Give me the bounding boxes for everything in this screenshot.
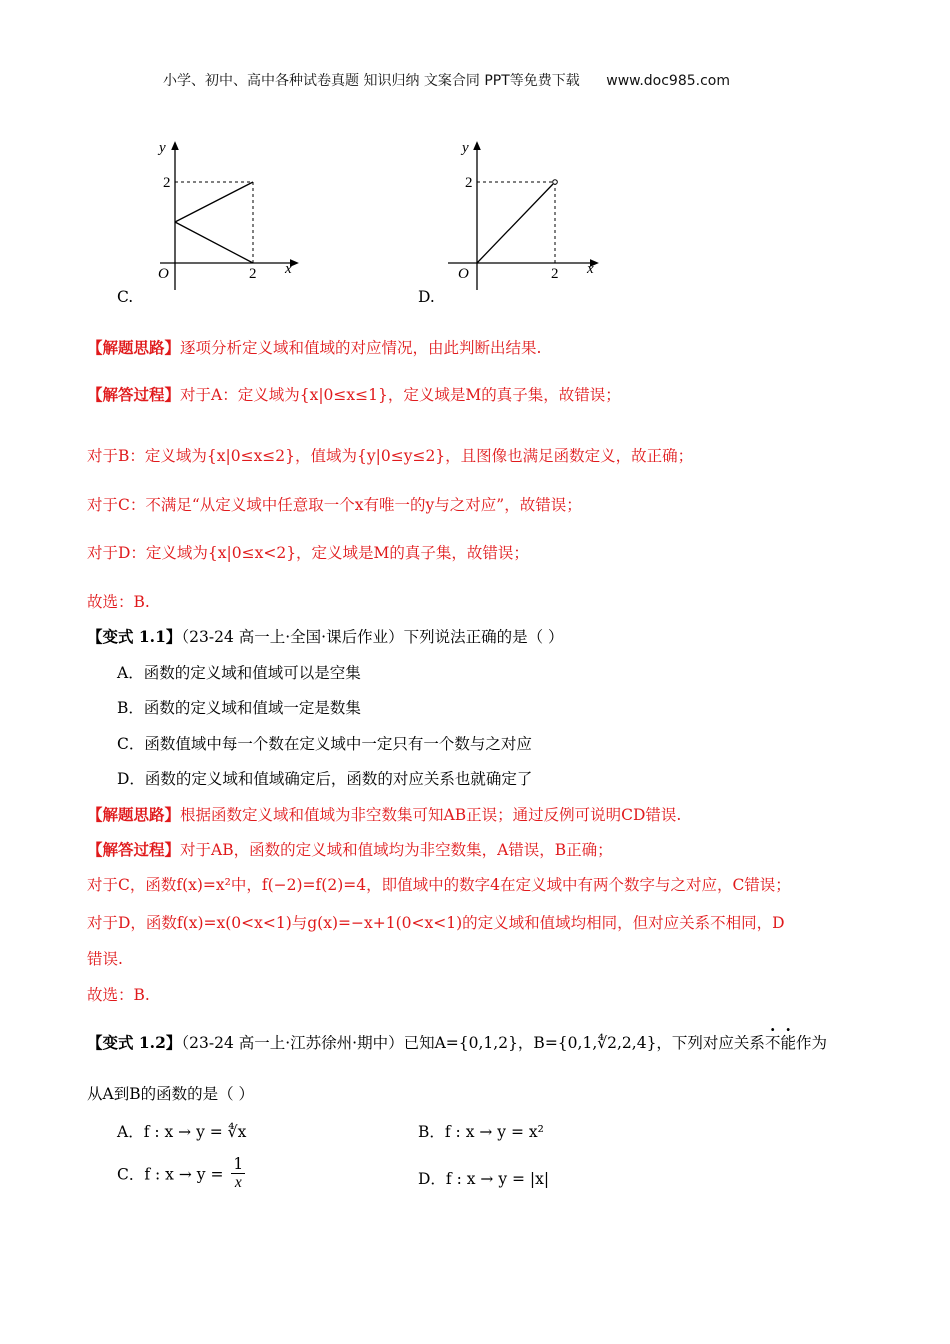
graph-c — [140, 135, 310, 295]
variant12-option-c — [117, 1155, 245, 1192]
header-text: 小学、初中、高中各种试卷真题 知识归纳 文案合同 PPT等免费下载 — [163, 73, 580, 89]
graph-c-segment-up — [175, 182, 253, 222]
solution1-proc-tag: 【解答过程】 — [87, 385, 181, 404]
variant12-question — [87, 1031, 827, 1053]
graph-d — [440, 135, 610, 295]
solution1-line-a: 对于A：定义域为{x|0≤x≤1}，定义域是M的真子集，故错误； — [180, 386, 621, 404]
graph-c-origin: O — [158, 266, 169, 282]
graph-c-x-label: x — [285, 261, 292, 277]
graph-c-label: C. — [117, 288, 134, 306]
variant12-option-b: B．f : x → y = x² — [418, 1123, 544, 1141]
page-header — [163, 70, 730, 90]
variant11-line-d2: 错误. — [87, 950, 123, 968]
solution1-idea-text: 逐项分析定义域和值域的对应情况，由此判断出结果. — [180, 339, 542, 357]
solution1-answer: 故选：B. — [87, 593, 150, 611]
variant11-line-c: 对于C，函数f(x)=x²中，f(−2)=f(2)=4，即值域中的数字4在定义域中有两个数字与之对应，C错误； — [87, 876, 791, 894]
variant12-option-c-pre: C．f : x → y = — [117, 1165, 224, 1184]
variant12-source-post: 作为 — [795, 1034, 827, 1052]
graph-d-origin: O — [458, 266, 469, 282]
solution1-proc-a — [87, 383, 621, 405]
header-url: www.doc985.com — [606, 73, 730, 89]
graph-d-open-point — [553, 180, 558, 185]
variant12-emph-1: 不 — [764, 1034, 781, 1052]
variant11-answer: 故选：B. — [87, 986, 150, 1004]
solution1-line-d: 对于D：定义域为{x|0≤x<2}，定义域是M的真子集，故错误； — [87, 544, 529, 562]
variant11-proc-text: 对于AB，函数的定义域和值域均为非空数集，A错误，B正确； — [180, 841, 613, 859]
variant11-proc — [87, 838, 613, 860]
variant12-emph-2: 能 — [780, 1034, 796, 1052]
graph-d-x-label: x — [587, 261, 594, 277]
variant11-idea-tag: 【解题思路】 — [87, 805, 181, 824]
variant11-option-c: C．函数值域中每一个数在定义域中一定只有一个数与之对应 — [117, 735, 532, 753]
solution1-idea — [87, 336, 541, 358]
variant12-tag: 【变式 1.2】 — [87, 1033, 182, 1052]
solution1-idea-tag: 【解题思路】 — [87, 338, 181, 357]
graph-d-label: D. — [418, 288, 435, 306]
graph-c-y-label: y — [159, 140, 166, 156]
solution1-line-b: 对于B：定义域为{x|0≤x≤2}，值域为{y|0≤y≤2}，且图像也满足函数定义，故正确； — [87, 447, 694, 465]
variant11-proc-tag: 【解答过程】 — [87, 840, 181, 859]
solution1-line-c: 对于C：不满足“从定义域中任意取一个x有唯一的y与之对应”，故错误； — [87, 496, 582, 514]
variant11-line-d1: 对于D，函数f(x)=x(0<x<1)与g(x)=−x+1(0<x<1)的定义域和值域均相同，但对应关系不相同，D — [87, 914, 785, 932]
variant12-option-c-fraction — [231, 1155, 245, 1192]
variant11-idea-text: 根据函数定义域和值域为非空数集可知AB正误；通过反例可说明CD错误. — [180, 806, 682, 824]
variant11-idea — [87, 803, 681, 825]
variant11-option-d: D．函数的定义域和值域确定后，函数的对应关系也就确定了 — [117, 770, 533, 788]
graph-d-tick-x: 2 — [551, 266, 559, 282]
variant11-question — [87, 625, 564, 647]
graph-d-tick-y: 2 — [465, 175, 473, 191]
variant12-option-c-numerator: 1 — [233, 1155, 244, 1173]
graph-c-tick-y: 2 — [163, 175, 171, 191]
variant11-option-b: B．函数的定义域和值域一定是数集 — [117, 699, 361, 717]
variant11-option-a: A．函数的定义域和值域可以是空集 — [117, 664, 361, 682]
graph-c-segment-down — [175, 222, 253, 263]
variant11-tag: 【变式 1.1】 — [87, 627, 182, 646]
variant12-option-c-denominator: x — [234, 1174, 242, 1191]
graph-c-tick-x: 2 — [249, 266, 257, 282]
graph-d-y-label: y — [462, 140, 469, 156]
graph-d-segment — [477, 184, 553, 263]
variant11-source: （23-24 高一上·全国·课后作业）下列说法正确的是（ ） — [181, 628, 564, 646]
variant12-option-a: A．f : x → y = ∜x — [117, 1123, 247, 1141]
variant12-option-d: D．f : x → y = |x| — [418, 1170, 550, 1188]
variant12-line2: 从A到B的函数的是（ ） — [87, 1085, 255, 1103]
variant12-source-pre: （23-24 高一上·江苏徐州·期中）已知A={0,1,2}，B={0,1,∜2,2,4}，下列对应关系 — [181, 1034, 765, 1052]
